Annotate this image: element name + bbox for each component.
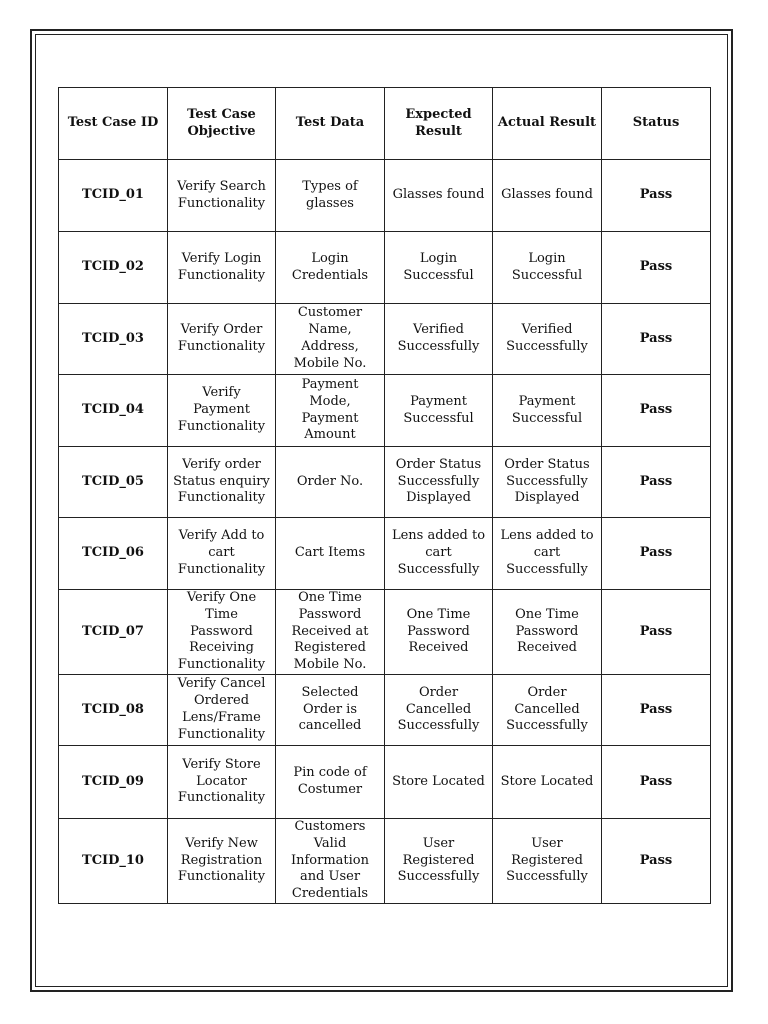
table-row [59,447,711,518]
cell-status: Pass [602,590,711,675]
cell-expected-result: Login Successful [385,232,493,304]
cell-actual-result: Payment Successful [493,375,602,447]
cell-expected-result: One Time Password Received [385,590,493,675]
cell-test-data: Login Credentials [276,232,385,304]
cell-test-case-id: TCID_09 [59,745,168,818]
cell-test-data: Customers Valid Information and User Credentials [276,818,385,903]
cell-expected-result: Lens added to cart Successfully [385,518,493,590]
cell-status: Pass [602,160,711,232]
cell-actual-result: Order Cancelled Successfully [493,674,602,745]
cell-expected-result: User Registered Successfully [385,818,493,903]
test-case-table [58,87,711,904]
cell-actual-result: User Registered Successfully [493,818,602,903]
cell-status: Pass [602,232,711,304]
cell-expected-result: Order Cancelled Successfully [385,674,493,745]
table-row [59,818,711,903]
cell-status: Pass [602,447,711,518]
cell-objective: Verify Payment Functionality [168,375,276,447]
cell-expected-result: Glasses found [385,160,493,232]
cell-expected-result: Payment Successful [385,375,493,447]
cell-test-data: One Time Password Received at Registered Mobile No. [276,590,385,675]
table-row [59,674,711,745]
cell-test-data: Cart Items [276,518,385,590]
cell-objective: Verify Cancel Ordered Lens/Frame Functionality [168,674,276,745]
cell-test-data: Customer Name, Address, Mobile No. [276,304,385,375]
cell-test-data: Payment Mode, Payment Amount [276,375,385,447]
cell-status: Pass [602,818,711,903]
cell-test-data: Selected Order is cancelled [276,674,385,745]
table-row [59,232,711,304]
cell-expected-result: Verified Successfully [385,304,493,375]
cell-test-case-id: TCID_03 [59,304,168,375]
cell-test-case-id: TCID_10 [59,818,168,903]
table-header-row [59,88,711,160]
cell-actual-result: Lens added to cart Successfully [493,518,602,590]
cell-expected-result: Store Located [385,745,493,818]
header-expected-result: Expected Result [385,88,493,160]
cell-status: Pass [602,518,711,590]
cell-actual-result: Store Located [493,745,602,818]
cell-objective: Verify Order Functionality [168,304,276,375]
cell-status: Pass [602,375,711,447]
table-row [59,590,711,675]
cell-test-data: Order No. [276,447,385,518]
cell-actual-result: Glasses found [493,160,602,232]
header-actual-result: Actual Result [493,88,602,160]
cell-actual-result: Verified Successfully [493,304,602,375]
cell-test-case-id: TCID_07 [59,590,168,675]
cell-objective: Verify One Time Password Receiving Functionality [168,590,276,675]
cell-objective: Verify Add to cart Functionality [168,518,276,590]
cell-objective: Verify Search Functionality [168,160,276,232]
cell-test-data: Types of glasses [276,160,385,232]
cell-actual-result: Login Successful [493,232,602,304]
cell-objective: Verify Login Functionality [168,232,276,304]
cell-test-case-id: TCID_01 [59,160,168,232]
cell-objective: Verify Store Locator Functionality [168,745,276,818]
cell-status: Pass [602,674,711,745]
cell-test-case-id: TCID_08 [59,674,168,745]
header-test-data: Test Data [276,88,385,160]
cell-objective: Verify New Registration Functionality [168,818,276,903]
header-test-case-objective: Test Case Objective [168,88,276,160]
cell-objective: Verify order Status enquiry Functionality [168,447,276,518]
cell-test-case-id: TCID_04 [59,375,168,447]
table-row [59,518,711,590]
header-test-case-id: Test Case ID [59,88,168,160]
header-status: Status [602,88,711,160]
table-row [59,375,711,447]
cell-test-case-id: TCID_02 [59,232,168,304]
cell-status: Pass [602,745,711,818]
cell-actual-result: Order Status Successfully Displayed [493,447,602,518]
table-row [59,304,711,375]
cell-actual-result: One Time Password Received [493,590,602,675]
table-row [59,160,711,232]
cell-status: Pass [602,304,711,375]
table-row [59,745,711,818]
cell-test-case-id: TCID_06 [59,518,168,590]
cell-test-case-id: TCID_05 [59,447,168,518]
cell-expected-result: Order Status Successfully Displayed [385,447,493,518]
cell-test-data: Pin code of Costumer [276,745,385,818]
